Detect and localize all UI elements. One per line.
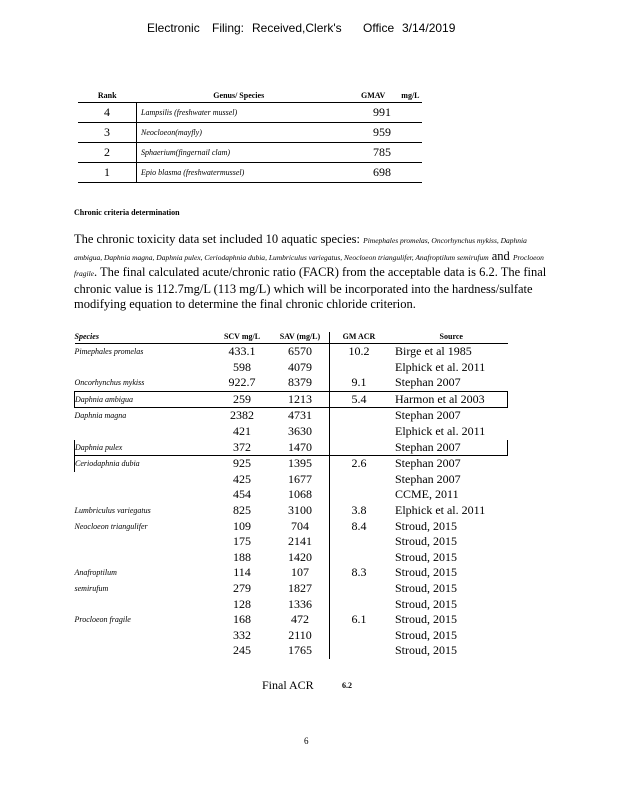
chronic-table-body: [75, 344, 508, 659]
col-species-header: Species: [75, 332, 214, 344]
col-source-header: Source: [388, 332, 508, 344]
cell-acr: 9.1: [330, 375, 389, 391]
cell-acr: 8.4: [330, 519, 389, 535]
cell-species: [75, 597, 214, 613]
gmav-rank: 4: [78, 103, 137, 123]
cell-acr: 6.1: [330, 612, 389, 628]
table-row: [75, 344, 508, 360]
col-sav-header: SAV (mg/L): [271, 332, 330, 344]
cell-sav: 1420: [288, 549, 312, 564]
cell-scv: 925: [213, 456, 271, 472]
gmav-header-row: [78, 88, 422, 103]
cell-scv: 259: [213, 391, 271, 408]
cell-acr: 10.2: [330, 344, 389, 360]
final-acr-label: Final ACR: [262, 678, 314, 692]
cell-scv: 922.7: [228, 375, 256, 390]
cell-sav: 107: [291, 565, 309, 580]
gmav-table: [78, 88, 422, 183]
table-row: [75, 391, 508, 408]
cell-sav: 6570: [288, 344, 312, 358]
gmav-header-unit: mg/L: [401, 90, 420, 100]
cell-source: Stroud, 2015: [395, 643, 458, 658]
cell-sav: 3100: [288, 502, 312, 517]
col-scv-header: SCV mg/L: [213, 332, 271, 344]
cell-scv: 433.1: [228, 344, 256, 358]
col-acr-header: GM ACR: [330, 332, 389, 344]
cell-scv: 372: [213, 440, 271, 456]
final-acr-value: 6.2: [342, 681, 352, 690]
table-row: [75, 503, 508, 519]
cell-sav: 4079: [288, 359, 312, 374]
cell-acr: [330, 597, 389, 613]
cell-scv: 279: [233, 580, 251, 595]
cell-source: Stephan 2007: [395, 408, 461, 423]
cell-acr: 2.6: [330, 456, 389, 472]
cell-source: Stroud, 2015: [395, 565, 458, 580]
gmav-rank: 2: [78, 143, 137, 163]
cell-scv: 114: [233, 565, 251, 580]
cell-sav: 1068: [288, 487, 312, 502]
cell-source: CCME, 2011: [395, 487, 459, 502]
cell-species: Ceriodaphnia dubia: [75, 456, 214, 472]
table-row: [75, 597, 508, 613]
cell-source: Stephan 2007: [388, 456, 508, 472]
cell-sav: 1213: [271, 391, 330, 408]
cell-species: Neocloeon triangulifer: [74, 521, 148, 531]
cell-source: Birge et al 1985: [395, 344, 472, 358]
cell-source: Elphick et al. 2011: [395, 359, 486, 374]
cell-acr: [330, 487, 389, 503]
table-row: [75, 550, 508, 566]
header-electronic: Electronic: [147, 21, 200, 35]
cell-acr: [330, 581, 389, 597]
table-row: [75, 408, 508, 424]
cell-sav: 3630: [288, 423, 312, 438]
cell-acr: 8.3: [330, 565, 389, 581]
cell-acr: [330, 408, 389, 424]
table-row: [75, 519, 508, 535]
header-filing: Filing:: [212, 21, 245, 35]
cell-sav: 8379: [288, 375, 312, 390]
gmav-header-rank: Rank: [97, 90, 117, 100]
cell-acr: [330, 550, 389, 566]
cell-acr: [330, 424, 389, 440]
table-row: [75, 534, 508, 550]
cell-source: Stephan 2007: [395, 471, 461, 486]
cell-species: Daphnia ambigua: [75, 391, 214, 408]
cell-scv: 168: [233, 612, 251, 627]
cell-sav: 1677: [288, 471, 312, 486]
cell-sav: 1765: [288, 643, 312, 658]
gmav-species: Epio blasma (freshwatermussel): [137, 163, 342, 183]
header-received: Received,Clerk's: [252, 21, 342, 35]
cell-species: [75, 472, 214, 488]
cell-source: Elphick et al. 2011: [395, 423, 486, 438]
chronic-table: [74, 332, 508, 659]
cell-scv: 128: [233, 596, 251, 611]
cell-species: [75, 550, 214, 566]
cell-species: semirufum: [74, 583, 109, 593]
cell-source: Stroud, 2015: [395, 627, 458, 642]
cell-scv: 109: [233, 518, 251, 533]
chronic-paragraph: The chronic toxicity data set included 10 aquatic species: Pimephales promelas, Oncorhynchus mykiss, Daphnia ambigua, Daphnia magna, Daphnia pulex, Ceriodaphnia dubia, Lumbriculus variegatus, Neocloeon triangulifer, Anafroptilum semirufum and Procloeon fragile. The final calculated acute/chronic ratio (FACR) from the acceptable data is 6.2. The final chronic value is 112.7mg/L (113 mg/L) which will be incorporated into the hardness/sulfate modifying equation to determine the final chronic chloride criterion.: [74, 232, 547, 311]
table-row: [75, 440, 508, 456]
cell-sav: 1470: [271, 440, 330, 456]
cell-scv: 825: [233, 502, 251, 517]
header-date: 3/14/2019: [402, 21, 456, 35]
cell-scv: 332: [233, 627, 251, 642]
table-row: [78, 143, 422, 163]
table-row: [75, 581, 508, 597]
cell-scv: 245: [233, 643, 251, 658]
cell-source: Stroud, 2015: [395, 549, 458, 564]
page-number: 6: [304, 736, 309, 746]
table-row: [75, 612, 508, 628]
cell-sav: 2110: [288, 627, 312, 642]
table-row: [75, 565, 508, 581]
cell-source: Stroud, 2015: [395, 518, 458, 533]
cell-scv: 175: [233, 534, 251, 549]
gmav-rank: 3: [78, 123, 137, 143]
cell-acr: [330, 440, 389, 456]
gmav-rank: 1: [78, 163, 137, 183]
cell-acr: [330, 472, 389, 488]
cell-acr: [330, 360, 389, 376]
header-office: Office: [363, 21, 395, 35]
cell-source: Stroud, 2015: [395, 596, 458, 611]
table-row: [75, 360, 508, 376]
cell-species: [75, 487, 214, 503]
cell-sav: 1336: [288, 596, 312, 611]
cell-sav: 472: [291, 612, 309, 627]
table-row: [78, 103, 422, 123]
cell-species: [75, 424, 214, 440]
cell-sav: 704: [291, 518, 309, 533]
cell-sav: 1827: [288, 580, 312, 595]
section-title: Chronic criteria determination: [74, 208, 180, 217]
cell-species: Daphnia pulex: [75, 440, 214, 456]
cell-acr: [330, 643, 389, 659]
cell-source: Stephan 2007: [395, 375, 461, 390]
table-row: [75, 456, 508, 472]
cell-source: Stroud, 2015: [395, 580, 458, 595]
cell-species: [75, 628, 214, 644]
cell-sav: 2141: [288, 534, 312, 549]
gmav-value: 698: [341, 163, 422, 183]
cell-scv: 425: [233, 471, 251, 486]
cell-scv: 598: [233, 359, 251, 374]
table-row: [75, 424, 508, 440]
table-row: [78, 123, 422, 143]
cell-source: Stroud, 2015: [395, 534, 458, 549]
cell-species: [75, 643, 214, 659]
cell-source: Stroud, 2015: [395, 612, 458, 627]
cell-acr: 5.4: [330, 391, 389, 408]
cell-source: Stephan 2007: [388, 440, 508, 456]
cell-scv: 421: [233, 423, 251, 438]
table-row: [75, 628, 508, 644]
table-row: [75, 375, 508, 391]
cell-scv: 454: [233, 487, 251, 502]
cell-species: Oncorhynchus mykiss: [74, 378, 145, 388]
cell-species: [75, 534, 214, 550]
cell-species: Procloeon fragile: [74, 615, 131, 625]
cell-species: Daphnia magna: [74, 411, 127, 421]
table-row: [75, 643, 508, 659]
gmav-header-species: Genus/ Species: [213, 90, 265, 100]
cell-scv: 188: [233, 549, 251, 564]
table-row: [78, 163, 422, 183]
gmav-value: 785: [341, 143, 422, 163]
cell-sav: 4731: [288, 408, 312, 423]
gmav-species: Sphaerium(fingernail clam): [137, 143, 342, 163]
cell-source: Harmon et al 2003: [388, 391, 508, 408]
cell-acr: 3.8: [330, 503, 389, 519]
gmav-species: Neocloeon(mayfly): [137, 123, 342, 143]
cell-species: Pimephales promelas: [74, 347, 144, 356]
gmav-header-gmav: GMAV mg/L: [361, 90, 420, 100]
cell-acr: [330, 534, 389, 550]
cell-species: Lumbriculus variegatus: [74, 505, 151, 515]
cell-species: Anafroptilum: [74, 568, 117, 578]
table-row: [75, 487, 508, 503]
table-row: [75, 472, 508, 488]
chronic-header-row: [75, 332, 508, 344]
cell-sav: 1395: [271, 456, 330, 472]
gmav-value: 991: [341, 103, 422, 123]
cell-scv: 2382: [230, 408, 254, 423]
cell-source: Elphick et al. 2011: [395, 502, 486, 517]
cell-species: [75, 360, 214, 376]
gmav-species: Lampsilis (freshwater mussel): [137, 103, 342, 123]
cell-acr: [330, 628, 389, 644]
gmav-value: 959: [341, 123, 422, 143]
